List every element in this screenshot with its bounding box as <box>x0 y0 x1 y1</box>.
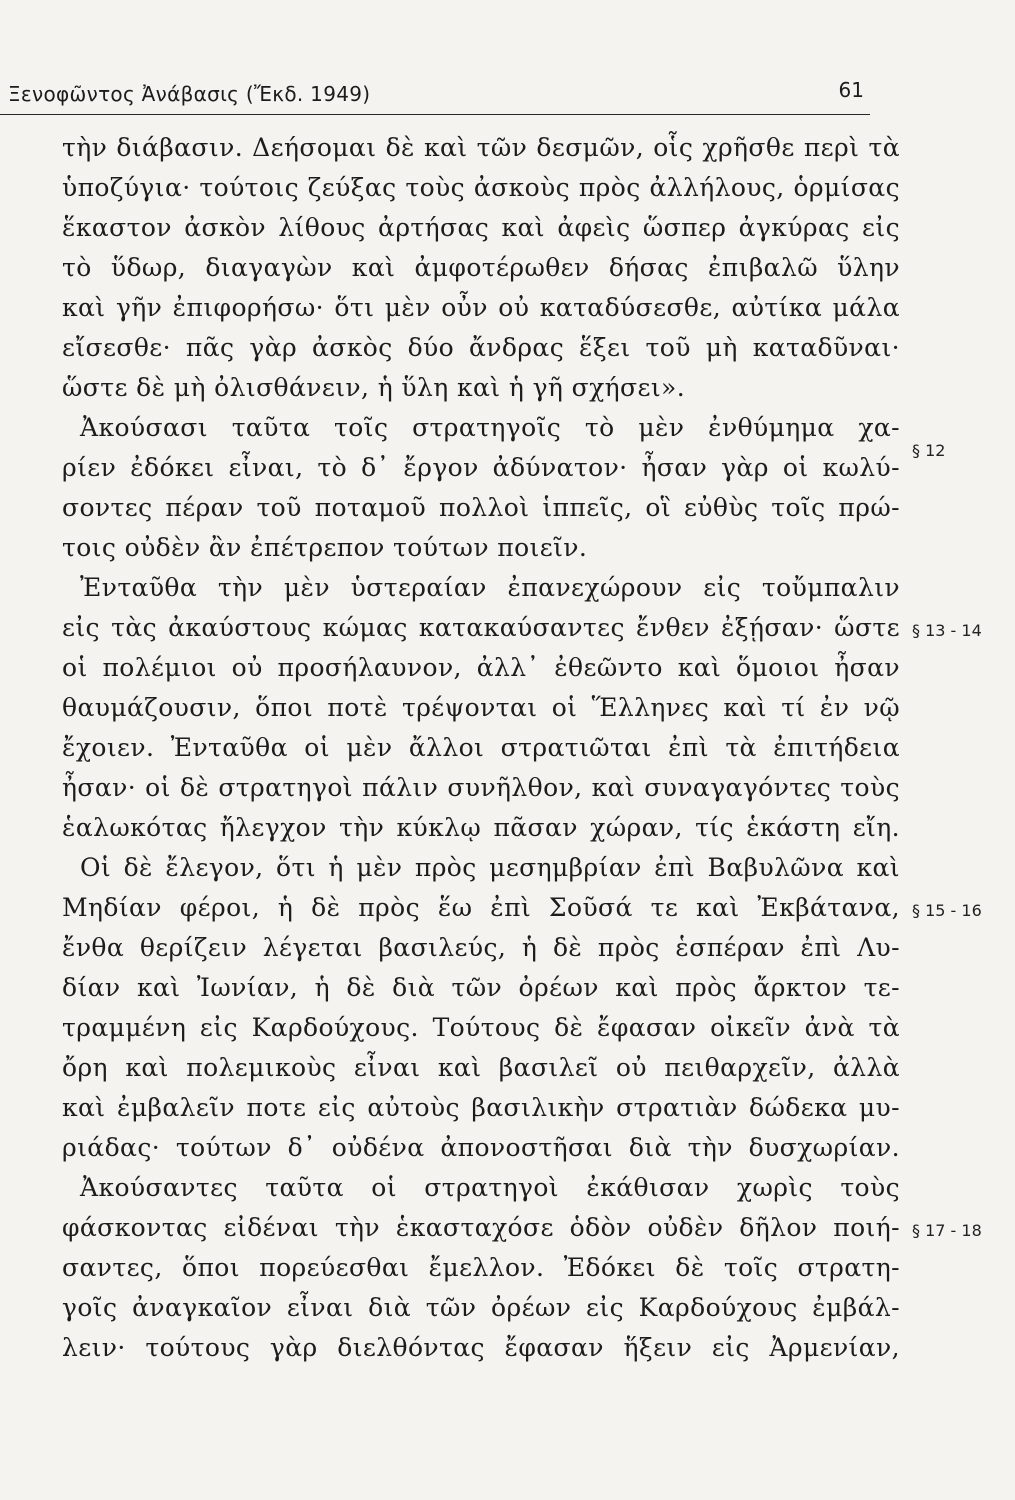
body-text <box>62 128 912 1368</box>
section-ref: § 17 - 18 <box>912 1221 982 1240</box>
text-line: ριάδας· τούτων δ᾽ οὐδένα ἀπονοστῆσαι διὰ τὴν δυσχωρίαν. <box>62 1133 900 1162</box>
section-ref: § 13 - 14 <box>912 621 982 640</box>
section-ref: § 15 - 16 <box>912 901 982 920</box>
text-line: οἱ πολέμιοι οὐ προσήλαυνον, ἀλλ᾽ ἐθεῶντο καὶ ὅμοιοι ἦσαν <box>62 653 900 682</box>
text-line: φάσκοντας εἰδέναι τὴν ἑκασταχόσε ὁδὸν οὐδὲν δῆλον ποιή- <box>62 1213 900 1242</box>
text-line: λειν· τούτους γὰρ διελθόντας ἔφασαν ἥξειν εἰς Ἀρμενίαν, <box>62 1333 900 1362</box>
text-line: τὸ ὕδωρ, διαγαγὼν καὶ ἀμφοτέρωθεν δήσας ἐπιβαλῶ ὕλην <box>62 253 900 282</box>
text-line: σαντες, ὅποι πορεύεσθαι ἔμελλον. Ἐδόκει δὲ τοῖς στρατη- <box>62 1253 900 1282</box>
text-line: ἕκαστον ἀσκὸν λίθους ἀρτήσας καὶ ἀφεὶς ὥσπερ ἀγκύρας εἰς <box>62 213 900 242</box>
running-header-title: Ξενοφῶντος Ἀνάβασις (Ἔκδ. 1949) <box>8 82 371 106</box>
text-line: ὄρη καὶ πολεμικοὺς εἶναι καὶ βασιλεῖ οὐ πειθαρχεῖν, ἀλλὰ <box>62 1053 900 1082</box>
text-line: ὑποζύγια· τούτοις ζεύξας τοὺς ἀσκοὺς πρὸς ἀλλήλους, ὁρμίσας <box>62 173 900 202</box>
text-line: ἦσαν· οἱ δὲ στρατηγοὶ πάλιν συνῆλθον, καὶ συναγαγόντες τοὺς <box>62 773 900 802</box>
text-line: καὶ ἐμβαλεῖν ποτε εἰς αὐτοὺς βασιλικὴν στρατιὰν δώδεκα μυ- <box>62 1093 900 1122</box>
text-line: θαυμάζουσιν, ὅποι ποτὲ τρέψονται οἱ Ἕλληνες καὶ τί ἐν νῷ <box>62 693 900 722</box>
page-number: 61 <box>838 78 864 102</box>
text-line: τοις οὐδὲν ἂν ἐπέτρεπον τούτων ποιεῖν. <box>62 533 588 562</box>
paragraph-start: Ἀκούσαντες ταῦτα οἱ στρατηγοὶ ἐκάθισαν χωρὶς τοὺς <box>80 1173 900 1202</box>
text-line: γοῖς ἀναγκαῖον εἶναι διὰ τῶν ὀρέων εἰς Καρδούχους ἐμβάλ- <box>62 1293 900 1322</box>
section-ref: § 12 <box>912 441 946 460</box>
text-line: ἔχοιεν. Ἐνταῦθα οἱ μὲν ἄλλοι στρατιῶται ἐπὶ τὰ ἐπιτήδεια <box>62 733 900 762</box>
text-line: ρίεν ἐδόκει εἶναι, τὸ δ᾽ ἔργον ἀδύνατον· ἦσαν γὰρ οἱ κωλύ- <box>62 453 900 482</box>
paragraph-start: Ἐνταῦθα τὴν μὲν ὑστεραίαν ἐπανεχώρουν εἰς τοὔμπαλιν <box>80 573 900 602</box>
paragraph-start: Ἀκούσασι ταῦτα τοῖς στρατηγοῖς τὸ μὲν ἐνθύμημα χα- <box>80 413 900 442</box>
text-line: εἴσεσθε· πᾶς γὰρ ἀσκὸς δύο ἄνδρας ἕξει τοῦ μὴ καταδῦναι· <box>62 333 900 362</box>
text-line: ὥστε δὲ μὴ ὀλισθάνειν, ἡ ὕλη καὶ ἡ γῆ σχήσει». <box>62 373 686 402</box>
text-line: καὶ γῆν ἐπιφορήσω· ὅτι μὲν οὖν οὐ καταδύσεσθε, αὐτίκα μάλα <box>62 293 900 322</box>
running-header <box>0 74 870 115</box>
text-line: ἔνθα θερίζειν λέγεται βασιλεύς, ἡ δὲ πρὸς ἑσπέραν ἐπὶ Λυ- <box>62 933 900 962</box>
text-line: δίαν καὶ Ἰωνίαν, ἡ δὲ διὰ τῶν ὀρέων καὶ πρὸς ἄρκτον τε- <box>62 973 900 1002</box>
text-line: Μηδίαν φέροι, ἡ δὲ πρὸς ἕω ἐπὶ Σοῦσά τε καὶ Ἐκβάτανα, <box>62 893 900 922</box>
text-line: τραμμένη εἰς Καρδούχους. Τούτους δὲ ἔφασαν οἰκεῖν ἀνὰ τὰ <box>62 1013 900 1042</box>
text-line: εἰς τὰς ἀκαύστους κώμας κατακαύσαντες ἔνθεν ἐξῄσαν· ὥστε <box>62 613 900 642</box>
paragraph-start: Οἱ δὲ ἔλεγον, ὅτι ἡ μὲν πρὸς μεσημβρίαν ἐπὶ Βαβυλῶνα καὶ <box>80 853 900 882</box>
text-line: ἑαλωκότας ἤλεγχον τὴν κύκλῳ πᾶσαν χώραν, τίς ἑκάστη εἴη. <box>62 813 900 842</box>
text-line: σοντες πέραν τοῦ ποταμοῦ πολλοὶ ἱππεῖς, οἳ εὐθὺς τοῖς πρώ- <box>62 493 900 522</box>
text-line: τὴν διάβασιν. Δεήσομαι δὲ καὶ τῶν δεσμῶν, οἷς χρῆσθε περὶ τὰ <box>62 133 900 162</box>
